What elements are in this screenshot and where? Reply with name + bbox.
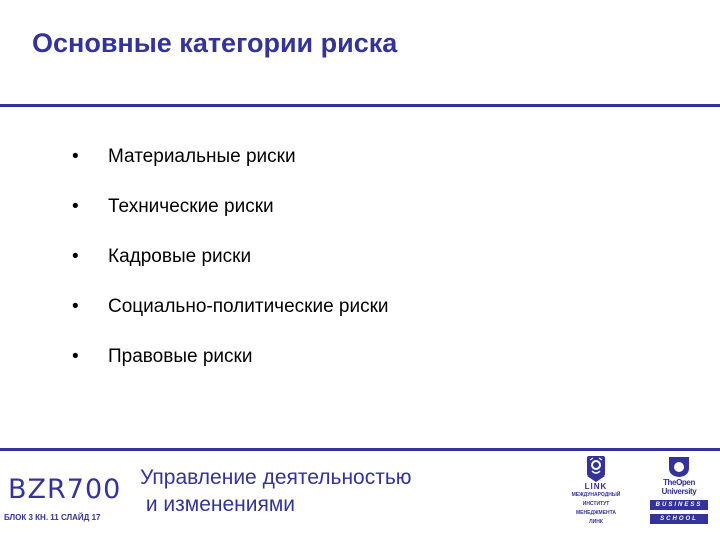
course-title-line: Управление деятельностью (140, 466, 412, 489)
ou-name-line: University (661, 487, 697, 496)
bullet-marker: • (72, 296, 79, 317)
bullet-text: Правовые риски (108, 346, 253, 367)
slide-title: Основные категории риска (32, 28, 398, 58)
ou-name-line: TheOpen (663, 478, 695, 487)
open-university-logo (650, 456, 708, 536)
link-line: ЛИНК (589, 519, 603, 525)
link-line: МЕЖДУНАРОДНЫЙ (571, 492, 621, 498)
open-university-shield-icon (668, 456, 690, 478)
ou-band-school: SCHOOL (650, 514, 708, 524)
bullet-text: Технические риски (108, 196, 274, 217)
course-title-line: и изменениями (140, 493, 296, 516)
link-logo (560, 456, 632, 536)
bullet-marker: • (72, 346, 79, 367)
course-code: BZR700 (8, 474, 122, 505)
bullet-text: Социально-политические риски (108, 296, 389, 317)
slide-reference: БЛОК 3 КН. 11 СЛАЙД 17 (4, 513, 101, 522)
course-title (140, 464, 412, 518)
ou-band-business: BUSINESS (650, 500, 708, 510)
bottom-divider (0, 448, 720, 451)
bullet-marker: • (72, 196, 79, 217)
bullet-marker: • (72, 146, 79, 167)
bullet-marker: • (72, 246, 79, 267)
bullet-text: Кадровые риски (108, 246, 252, 267)
link-emblem-icon (585, 456, 607, 482)
link-line: ИНСТИТУТ (582, 501, 610, 507)
link-line: МЕНЕДЖМЕНТА (576, 510, 616, 516)
link-wordmark: LINK (584, 482, 608, 491)
top-divider (0, 104, 720, 107)
bullet-text: Материальные риски (108, 146, 296, 167)
